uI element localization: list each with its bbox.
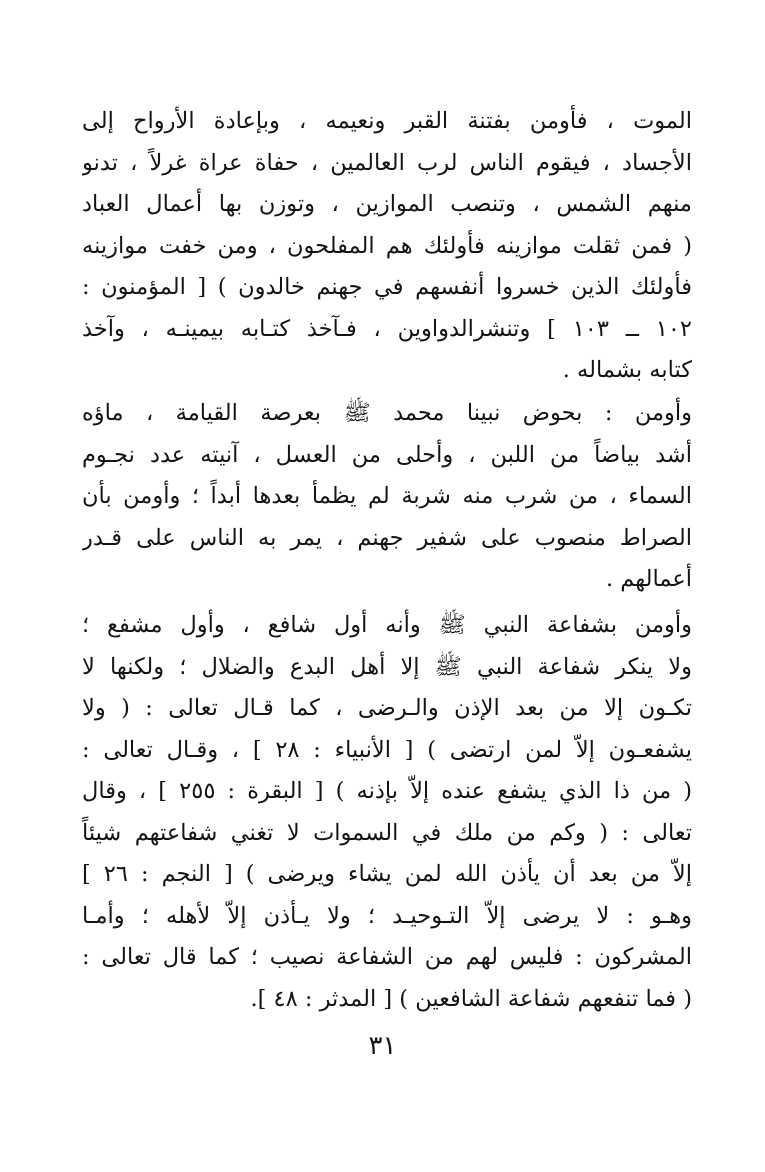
text-line: أشد بياضاً من اللبن ، وأحلى من العسل ، آنيته عدد نجـوم bbox=[82, 441, 692, 468]
text-line: فأولئك الذين خسروا أنفسهم في جهنم خالدون ) [ المؤمنون : bbox=[82, 274, 692, 300]
text-line: وهـو : لا يرضى إلاّ التـوحيـد ؛ ولا يـأذن إلاّ لأهله ؛ وأمـا bbox=[82, 902, 692, 929]
text-line: وأومن بشفاعة النبي ﷺ وأنه أول شافع ، وأول مشفع ؛ bbox=[82, 612, 692, 638]
text-line: ( فما تنفعهم شفاعة الشافعين ) [ المدثر : ٤٨ ]. bbox=[250, 985, 692, 1012]
paragraph-shafaa bbox=[82, 605, 692, 1020]
paragraph-hawd bbox=[82, 393, 692, 601]
text-line: تكـون إلا من بعد الإذن والـرضى ، كما قـال تعالى : ( ولا bbox=[82, 695, 692, 721]
text-line: الصراط منصوب على شفير جهنم ، يمر به الناس على قـدر bbox=[82, 524, 692, 551]
text-line: يشفعـون إلاّ لمن ارتضى ) [ الأنبياء : ٢٨ ] ، وقـال تعالى : bbox=[82, 736, 692, 763]
page-number: ٣١ bbox=[368, 1031, 397, 1061]
text-line: ١٠٢ ــ ١٠٣ ] وتنشرالدواوين ، فـآخذ كتـابه بيمينـه ، وآخذ bbox=[82, 315, 692, 342]
text-line: تعالى : ( وكم من ملك في السموات لا تغني شفاعتهم شيئاً bbox=[82, 819, 692, 846]
text-line: الموت ، فأومن بفتنة القبر ونعيمه ، وبإعادة الأرواح إلى bbox=[82, 108, 692, 134]
text-line: وأومن : بحوض نبينا محمد ﷺ بعرصة القيامة ، ماؤه bbox=[82, 400, 692, 426]
text-line: ولا ينكر شفاعة النبي ﷺ إلا أهل البدع والضلال ؛ ولكنها لا bbox=[82, 653, 692, 680]
text-line: المشركون : فليس لهم من الشفاعة نصيب ؛ كما قال تعالى : bbox=[82, 944, 692, 970]
text-line: ( فمن ثقلت موازينه فأولئك هم المفلحون ، ومن خفت موازينه bbox=[82, 232, 692, 259]
text-line: إلاّ من بعد أن يأذن الله لمن يشاء ويرضى ) [ النجم : ٢٦ ] bbox=[82, 861, 692, 887]
paragraph-afterlife bbox=[82, 101, 692, 392]
text-line: منهم الشمس ، وتنصب الموازين ، وتوزن بها أعمال العباد bbox=[82, 191, 692, 217]
text-line: أعمالهم . bbox=[605, 566, 692, 592]
text-line: الأجساد ، فيقوم الناس لرب العالمين ، حفاة عراة غرلاً ، تدنو bbox=[82, 149, 692, 176]
text-line: ( من ذا الذي يشفع عنده إلاّ بإذنه ) [ البقرة : ٢٥٥ ] ، وقال bbox=[82, 778, 692, 804]
text-line: كتابه بشماله . bbox=[562, 357, 692, 383]
text-line: السماء ، من شرب منه شربة لم يظمأ بعدها أبداً ؛ وأومن بأن bbox=[82, 483, 692, 509]
